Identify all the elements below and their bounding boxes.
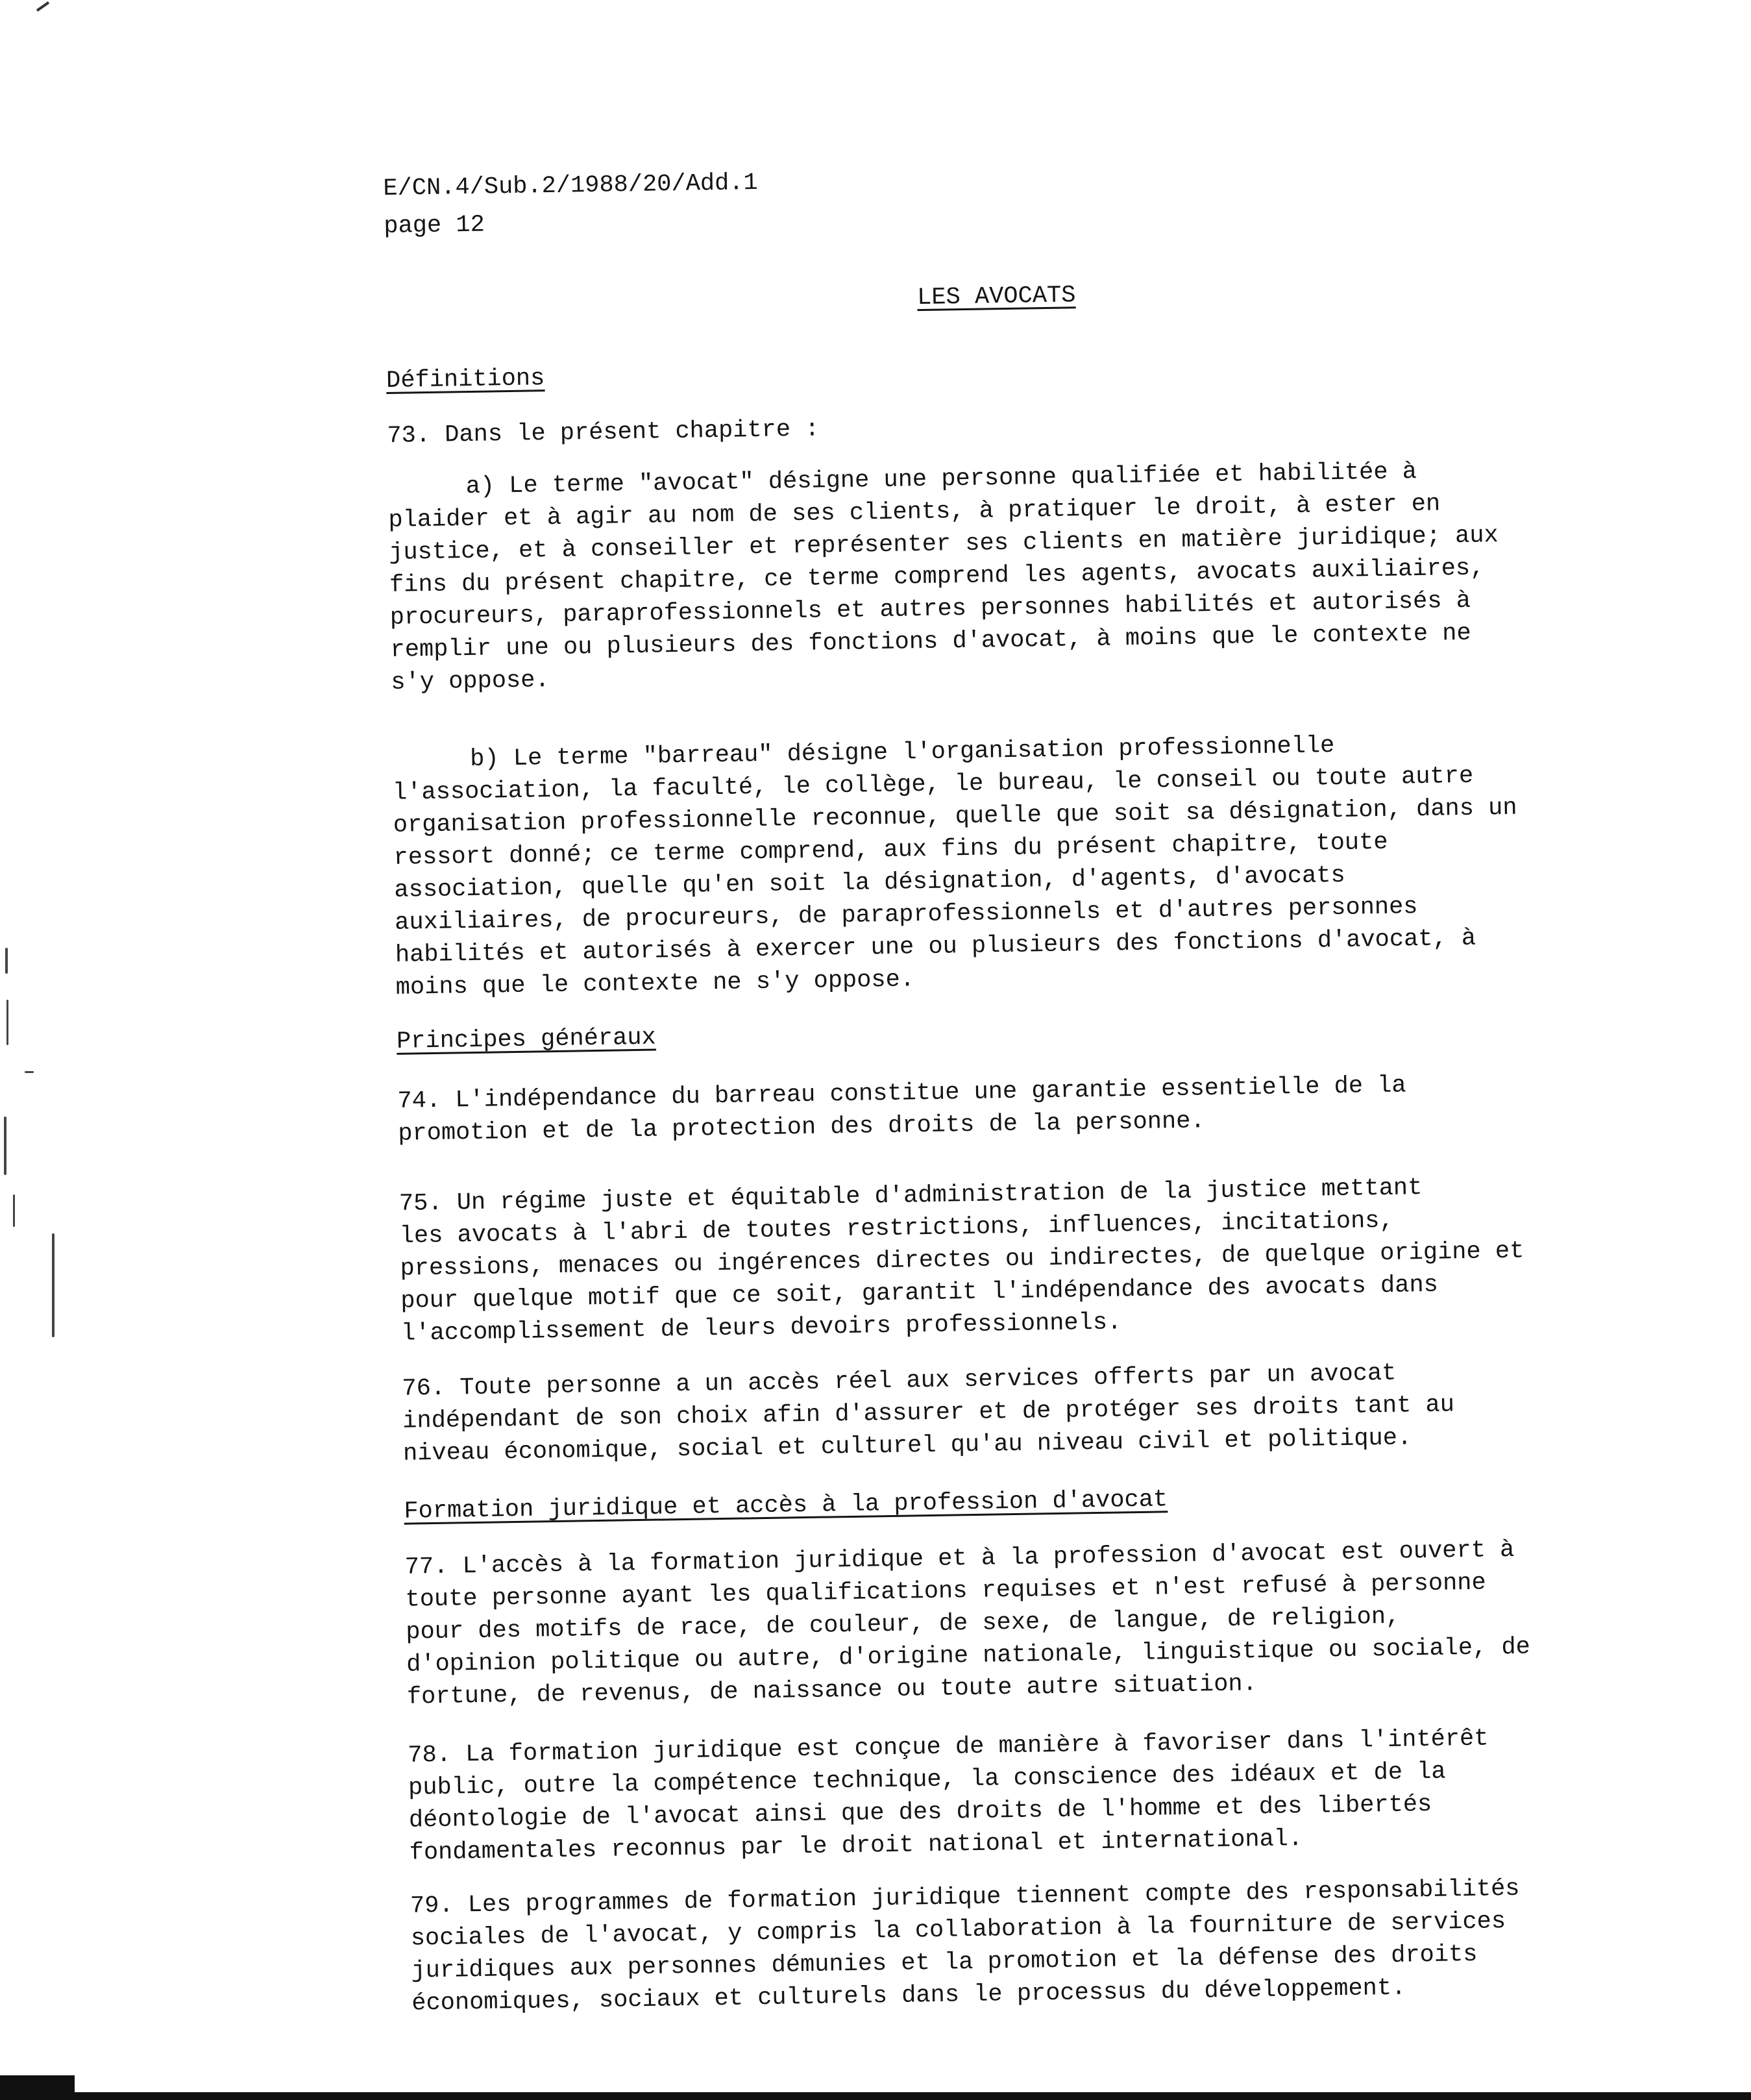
paragraph-line: 79. Les programmes de formation juridique tiennent compte des responsabilités: [410, 1875, 1520, 1920]
heading-general-principles: Principes généraux: [396, 1024, 657, 1056]
paragraph-line: indépendant de son choix afin d'assurer et de protéger ses droits tant au: [402, 1391, 1455, 1435]
paragraph-line: 76. Toute personne a un accès réel aux services offerts par un avocat: [402, 1359, 1397, 1403]
paragraph-line: l'association, la faculté, le collège, le bureau, le conseil ou toute autre: [392, 762, 1474, 807]
paragraph-line: 73. Dans le présent chapitre :: [387, 415, 820, 450]
paragraph-73-intro: [387, 400, 1656, 452]
scan-bottom-edge: [0, 2092, 1751, 2100]
paragraph-line: fins du présent chapitre, ce terme comprend les agents, avocats auxiliaires,: [389, 554, 1485, 599]
paragraph-73a: [387, 452, 1659, 699]
chapter-title: LES AVOCATS: [916, 282, 1076, 312]
heading-definitions: Définitions: [386, 365, 545, 395]
paragraph-line: 74. L'indépendance du barreau constitue une garantie essentielle de la: [397, 1072, 1406, 1115]
paragraph-73b: [392, 724, 1665, 1004]
document-symbol: E/CN.4/Sub.2/1988/20/Add.1: [383, 169, 759, 203]
paragraph-line: économiques, sociaux et culturels dans le processus du développement.: [411, 1974, 1406, 2018]
paragraph-line: habilités et autorisés à exercer une ou plusieurs des fonctions d'avocat, à: [395, 924, 1476, 969]
paragraph-line: sociales de l'avocat, y compris la collaboration à la fourniture de services: [410, 1908, 1506, 1953]
scan-bottom-mark: [0, 2075, 75, 2092]
paragraph-line: public, outre la compétence technique, la conscience des idéaux et de la: [408, 1758, 1446, 1802]
paragraph-77: [404, 1531, 1676, 1714]
paragraph-line: promotion et de la protection des droits de la personne.: [397, 1107, 1205, 1148]
paragraph-line: s'y oppose.: [391, 667, 550, 697]
paragraph-line: plaider et à agir au nom de ses clients, à pratiquer le droit, à ester en: [388, 490, 1441, 534]
paragraph-line: 78. La formation juridique est conçue de manière à favoriser dans l'intérêt: [408, 1725, 1489, 1770]
paragraph-line: 75. Un régime juste et équitable d'administration de la justice mettant: [398, 1174, 1423, 1218]
paragraph-74: [397, 1065, 1667, 1150]
paragraph-78: [408, 1720, 1678, 1870]
paragraph-line: b) Le terme "barreau" désigne l'organisation professionnelle: [469, 732, 1335, 774]
paragraph-line: procureurs, paraprofessionnels et autres personnes habilités et autorisés à: [389, 587, 1471, 632]
paragraph-line: moins que le contexte ne s'y oppose.: [395, 966, 915, 1002]
document-page: [383, 150, 1648, 2018]
paragraph-line: organisation professionnelle reconnue, quelle que soit sa désignation, dans un: [393, 794, 1517, 839]
paragraph-line: toute personne ayant les qualifications requises et n'est refusé à personne: [405, 1569, 1487, 1614]
document-header: [383, 164, 759, 245]
paragraph-line: a) Le terme "avocat" désigne une personne qualifiée et habilitée à: [465, 458, 1417, 501]
paragraph-line: l'accomplissement de leurs devoirs professionnels.: [400, 1309, 1122, 1348]
paragraph-line: niveau économique, social et culturel qu'au niveau civil et politique.: [402, 1424, 1412, 1468]
paragraph-line: remplir une ou plusieurs des fonctions d'avocat, à moins que le contexte ne: [390, 619, 1472, 664]
paragraph-76: [402, 1353, 1672, 1470]
scan-corner-mark: [36, 1, 49, 12]
paragraph-line: auxiliaires, de procureurs, de paraprofessionnels et d'autres personnes: [394, 893, 1418, 937]
paragraph-line: ressort donné; ce terme comprend, aux fins du présent chapitre, toute: [393, 828, 1388, 872]
paragraph-line: fondamentales reconnus par le droit national et international.: [409, 1825, 1303, 1867]
paragraph-line: pressions, menaces ou ingérences directes ou indirectes, de quelque origine et: [400, 1237, 1524, 1283]
paragraph-line: 77. L'accès à la formation juridique et à la profession d'avocat est ouvert à: [404, 1536, 1515, 1581]
paragraph-line: déontologie de l'avocat ainsi que des droits de l'homme et des libertés: [408, 1790, 1432, 1834]
paragraph-75: [399, 1168, 1671, 1350]
page-number: page 12: [384, 211, 485, 240]
paragraph-line: association, quelle qu'en soit la désignation, d'agents, d'avocats: [394, 861, 1346, 904]
paragraph-line: les avocats à l'abri de toutes restrictions, influences, incitations,: [399, 1207, 1395, 1250]
paragraph-line: pour des motifs de race, de couleur, de sexe, de langue, de religion,: [406, 1603, 1401, 1646]
heading-legal-training: Formation juridique et accès à la profession d'avocat: [404, 1486, 1168, 1526]
paragraph-line: pour quelque motif que ce soit, garantit l'indépendance des avocats dans: [400, 1271, 1439, 1315]
paragraph-line: justice, et à conseiller et représenter ses clients en matière juridique; aux: [388, 522, 1499, 567]
paragraph-79: [410, 1870, 1681, 2020]
paragraph-line: juridiques aux personnes démunies et la promotion et la défense des droits: [411, 1940, 1478, 1985]
paragraph-line: fortune, de revenus, de naissance ou toute autre situation.: [406, 1670, 1258, 1711]
paragraph-line: d'opinion politique ou autre, d'origine nationale, linguistique ou sociale, de: [406, 1633, 1531, 1679]
scan-margin-specks: [0, 909, 52, 1363]
